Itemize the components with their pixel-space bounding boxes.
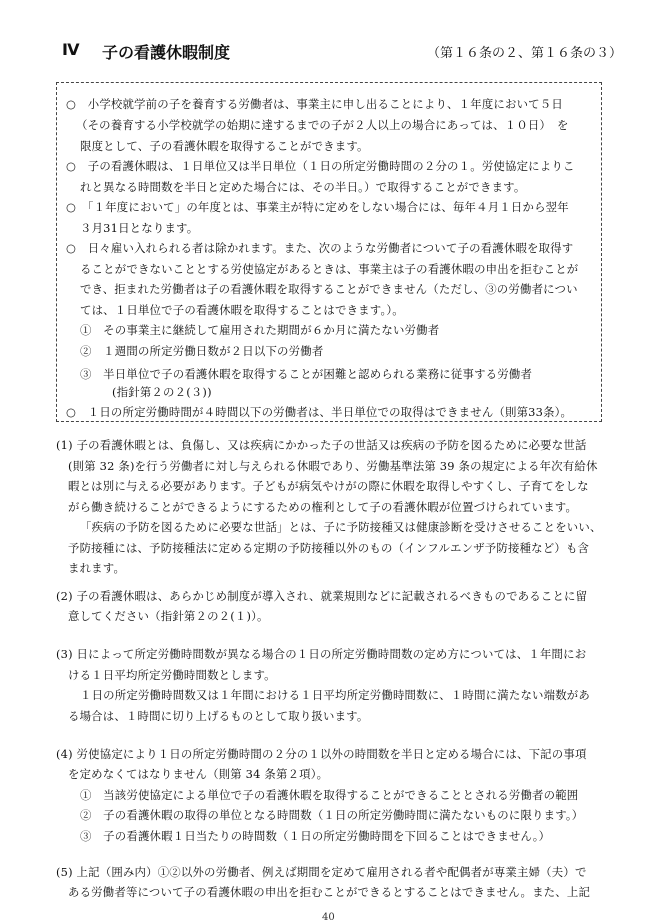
paragraph-2-line: 意してください（指針第２の２(１)）。 [68, 609, 269, 623]
section-title: 子の看護休暇制度 [102, 43, 231, 62]
paragraph-1-line: (則第 32 条)を行う労働者に対し与えられる休暇であり、労働基準法第 39 条の規定による年次有給休 [68, 459, 598, 473]
box-guideline-reference: (指針第２の２(３)) [112, 385, 212, 399]
box-line: れと異なる時間数を半日と定めた場合には、その半日。）で取得することができます。 [80, 180, 526, 194]
box-line: 限度として、子の看護休暇を取得することができます。 [80, 139, 369, 153]
box-line: でき、拒まれた労働者は子の看護休暇を取得することができません（ただし、③の労働者につい [80, 282, 578, 296]
article-reference: （第１６条の２、第１６条の３） [426, 46, 622, 61]
paragraph-1-line: 予防接種には、予防接種法に定める定期の予防接種以外のもの（インフルエンザ予防接種など）も含 [68, 541, 590, 555]
section-number: Ⅳ [62, 40, 80, 59]
paragraph-1-line: 暇とは別に与える必要があります。子どもが病気やけがの際に休暇を取得しやすくし、子育てをしな [68, 479, 589, 493]
box-list-item: ② １週間の所定労働日数が２日以下の労働者 [80, 344, 324, 358]
paragraph-1-line: まれます。 [68, 561, 126, 575]
box-line: （その養育する小学校就学の始期に達するまでの子が２人以上の場合にあっては、１０日） を [76, 118, 569, 132]
paragraph-3-line: る場合は、１時間に切り上げるものとして取り扱います。 [68, 709, 369, 723]
paragraph-5-line: ある労働者等について子の看護休暇の申出を拒むことができるとすることはできません。また、上記 [68, 885, 591, 899]
box-line: ○ 子の看護休暇は、１日単位又は半日単位（１日の所定労働時間の２分の１。労使協定によりこ [66, 159, 575, 173]
paragraph-5-line: (5) 上記（囲み内）①②以外の労働者、例えば期間を定めて雇用される者や配偶者が専業主婦（夫）で [56, 865, 587, 879]
paragraph-4-list-item: ③ 子の看護休暇１日当たりの時間数（１日の所定労働時間を下回ることはできません。） [80, 829, 551, 843]
box-line: ○ １日の所定労働時間が４時間以下の労働者は、半日単位での取得はできません（則第33条）。 [66, 405, 573, 419]
paragraph-1-line: がら働き続けることができるようにするための権利として子の看護休暇が位置づけられています。 [68, 500, 578, 514]
paragraph-3-line: (3) 日によって所定労働時間数が異なる場合の１日の所定労働時間数の定め方については、１年間にお [56, 647, 587, 661]
paragraph-3-line: １日の所定労働時間数又は１年間における１日平均所定労働時間数に、１時間に満たない端数があ [80, 688, 590, 702]
box-line: ○ 小学校就学前の子を養育する労働者は、事業主に申し出ることにより、１年度において５日 [66, 97, 563, 111]
section-header [62, 40, 622, 66]
paragraph-4-list-item: ① 当該労使協定による単位で子の看護休暇を取得することができることとされる労働者の範囲 [80, 788, 579, 802]
paragraph-4-line: (4) 労使協定により１日の所定労働時間の２分の１以外の時間数を半日と定める場合には、下記の事項 [56, 747, 587, 761]
box-list-item: ① その事業主に継続して雇用された期間が６か月に満たない労働者 [80, 323, 440, 337]
paragraph-4-line: を定めなくてはなりません（則第 34 条第２項）。 [68, 767, 329, 781]
paragraph-1-line: 「疾病の予防を図るために必要な世話」とは、子に予防接種又は健康診断を受けさせることをいい、 [80, 520, 602, 534]
paragraph-4-list-item: ② 子の看護休暇の取得の単位となる時間数（１日の所定労働時間に満たないものに限ります。） [80, 808, 584, 822]
box-list-item: ③ 半日単位で子の看護休暇を取得することが困難と認められる業務に従事する労働者 [80, 367, 533, 381]
box-line: ○ 「１年度において」の年度とは、事業主が特に定めをしない場合には、毎年４月１日から翌年 [66, 200, 569, 214]
paragraph-3-line: ける１日平均所定労働時間数とします。 [68, 668, 276, 682]
paragraph-2-line: (2) 子の看護休暇は、あらかじめ制度が導入され、就業規則などに記載されるべきものであることに留 [56, 589, 588, 603]
paragraph-1-line: (1) 子の看護休暇とは、負傷し、又は疾病にかかった子の世話又は疾病の予防を図るために必要な世話 [56, 438, 587, 452]
box-line: ることができないこととする労使協定があるときは、事業主は子の看護休暇の申出を拒むことが [80, 262, 579, 276]
page-number: 40 [322, 912, 335, 923]
box-line: ○ 日々雇い入れられる者は除かれます。また、次のような労働者について子の看護休暇を取得す [66, 241, 574, 255]
box-line: ３月31日となります。 [80, 221, 199, 235]
box-line: ては、１日単位で子の看護休暇を取得することはできます。）。 [80, 303, 404, 317]
